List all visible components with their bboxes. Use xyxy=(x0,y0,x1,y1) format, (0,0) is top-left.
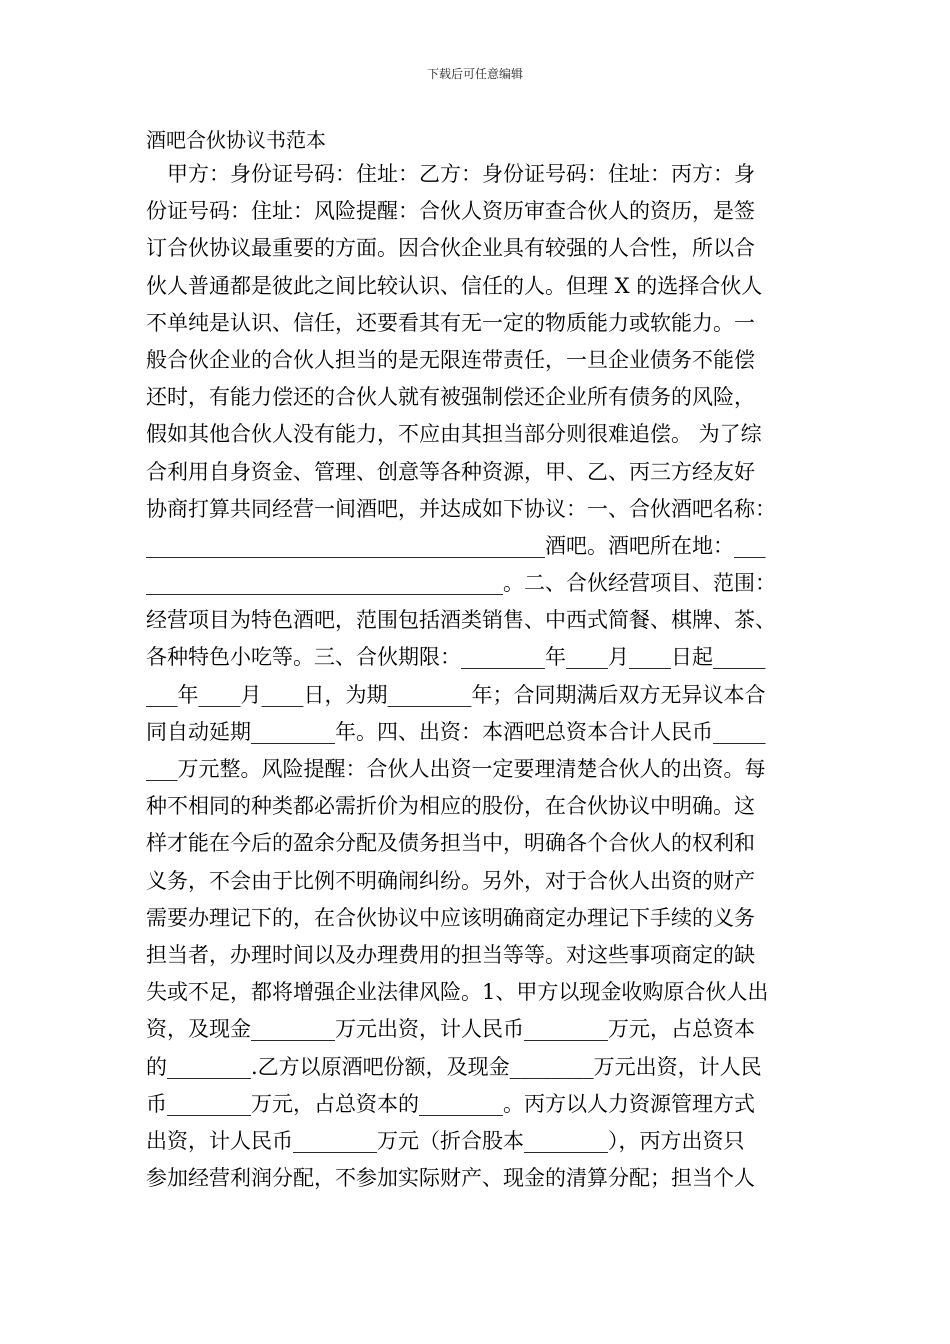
text-line: 还时，有能力偿还的合伙人就有被强制偿还企业所有债务的风险， xyxy=(146,385,755,410)
text-line: 经营项目为特色酒吧，范围包括酒类销售、中西式简餐、棋牌、茶、 xyxy=(146,608,776,633)
document-title: 酒吧合伙协议书范本 xyxy=(146,128,326,152)
document-body xyxy=(146,156,826,1197)
text-line: 担当者，办理时间以及办理费用的担当等等。对这些事项商定的缺 xyxy=(146,942,755,967)
text-line: 甲方：身份证号码：住址：乙方：身份证号码：住址：丙方：身 xyxy=(146,162,755,186)
text-line: 义务，不会由于比例不明确闹纠纷。另外，对于合伙人出资的财产 xyxy=(146,868,755,893)
text-line: 协商打算共同经营一间酒吧，并达成如下协议：一、合伙酒吧名称： xyxy=(146,496,776,521)
text-line: ___万元整。风险提醒：合伙人出资一定要理清楚合伙人的出资。每 xyxy=(146,757,766,781)
text-line: 参加经营利润分配，不参加实际财产、现金的清算分配；担当个人 xyxy=(146,1166,755,1191)
text-line: 合利用自身资金、管理、创意等各种资源，甲、乙、丙三方经友好 xyxy=(146,459,755,484)
text-line: 各种特色小吃等。三、合伙期限：________年____月____日起_____ xyxy=(146,645,766,670)
text-line: 资，及现金________万元出资，计人民币________万元，占总资本 xyxy=(146,1017,755,1042)
header-note: 下载后可任意编辑 xyxy=(426,67,523,81)
text-line: ______________________________________酒吧。酒吧所在地：___ xyxy=(146,533,766,558)
text-line: 币________万元，占总资本的________。丙方以人力资源管理方式 xyxy=(146,1091,755,1116)
text-line: 失或不足，都将增强企业法律风险。1、甲方以现金收购原合伙人出 xyxy=(146,980,769,1005)
text-line: 样才能在今后的盈余分配及债务担当中，明确各个合伙人的权利和 xyxy=(146,831,755,856)
text-line: __________________________________。二、合伙经营项目、范围： xyxy=(146,571,776,596)
text-line: 订合伙协议最重要的方面。因合伙企业具有较强的人合性，所以合 xyxy=(146,236,755,261)
text-line: 伙人普通都是彼此之间比较认识、信任的人。但理 X 的选择合伙人 xyxy=(146,273,763,298)
text-line: 不单纯是认识、信任，还要看其有无一定的物质能力或软能力。一 xyxy=(146,310,755,335)
text-line: 出资，计人民币________万元（折合股本________），丙方出资只 xyxy=(146,1128,745,1153)
text-line: 假如其他合伙人没有能力，不应由其担当部分则很难追偿。 为了综 xyxy=(146,422,762,447)
text-line: 种不相同的种类都必需折价为相应的股份，在合伙协议中明确。这 xyxy=(146,794,755,819)
text-line: 同自动延期________年。四、出资：本酒吧总资本合计人民币_____ xyxy=(146,719,766,744)
text-line: 需要办理记下的，在合伙协议中应该明确商定办理记下手续的义务 xyxy=(146,905,755,930)
text-line: 般合伙企业的合伙人担当的是无限连带责任，一旦企业债务不能偿 xyxy=(146,347,755,372)
text-line: 的________.乙方以原酒吧份额，及现金________万元出资，计人民 xyxy=(146,1054,762,1079)
text-line: 份证号码：住址：风险提醒：合伙人资历审查合伙人的资历，是签 xyxy=(146,199,755,224)
text-line: ___年____月____日，为期________年；合同期满后双方无异议本合 xyxy=(146,682,766,707)
